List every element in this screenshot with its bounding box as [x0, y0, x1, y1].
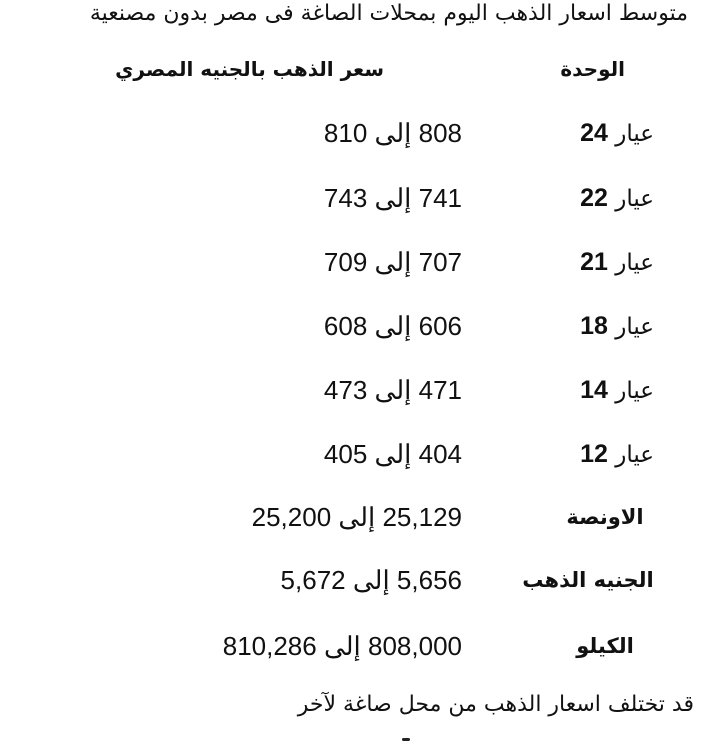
table-row	[0, 560, 720, 600]
unit-word: عيار	[615, 186, 654, 212]
column-header-price: سعر الذهب بالجنيه المصري	[115, 57, 384, 81]
price-separator: إلى	[374, 247, 412, 277]
unit-number: 22	[580, 184, 608, 212]
unit-word: عيار	[615, 378, 654, 404]
unit-cell: الاونصة	[566, 505, 644, 529]
price-high: 25,200	[251, 502, 332, 532]
unit-cell	[454, 178, 654, 219]
price-high: 810	[323, 118, 368, 148]
price-high: 608	[323, 311, 368, 341]
table-row	[0, 178, 720, 218]
price-low: 808	[418, 118, 462, 148]
price-separator: إلى	[374, 183, 412, 213]
price-low: 25,129	[382, 502, 462, 532]
price-separator: إلى	[352, 565, 390, 595]
price-cell	[2, 560, 462, 600]
price-low: 808,000	[368, 631, 462, 661]
price-high: 473	[323, 375, 368, 405]
price-cell	[2, 306, 462, 346]
price-separator: إلى	[374, 118, 412, 148]
unit-word: عيار	[615, 314, 654, 340]
unit-cell	[454, 242, 654, 283]
price-high: 405	[323, 439, 368, 469]
price-separator: إلى	[338, 502, 376, 532]
price-high: 810,286	[222, 631, 317, 661]
page-title: متوسط اسعار الذهب اليوم بمحلات الصاغة فى مصر بدون مصنعية	[89, 1, 688, 26]
price-separator: إلى	[374, 375, 412, 405]
price-cell	[2, 626, 462, 666]
unit-cell: الجنيه الذهب	[522, 568, 654, 592]
table-row	[0, 370, 720, 410]
unit-word: عيار	[615, 442, 654, 468]
unit-word: عيار	[615, 121, 654, 147]
price-high: 743	[323, 183, 368, 213]
unit-cell	[454, 306, 654, 347]
unit-cell	[454, 113, 654, 154]
unit-cell: الكيلو	[576, 634, 634, 658]
price-cell	[2, 113, 462, 153]
price-cell	[2, 242, 462, 282]
price-cell	[2, 370, 462, 410]
price-separator: إلى	[374, 439, 412, 469]
unit-number: 14	[580, 376, 608, 404]
price-cell	[2, 178, 462, 218]
table-row	[0, 113, 720, 153]
price-low: 5,656	[396, 565, 462, 595]
price-separator: إلى	[323, 631, 361, 661]
table-row	[0, 497, 720, 537]
price-low: 471	[418, 375, 462, 405]
unit-number: 18	[580, 312, 608, 340]
price-high: 709	[323, 247, 368, 277]
unit-cell	[454, 434, 654, 475]
unit-word: عيار	[615, 250, 654, 276]
unit-number: 12	[580, 440, 608, 468]
price-low: 606	[418, 311, 462, 341]
price-cell	[2, 497, 462, 537]
price-low: 404	[418, 439, 462, 469]
footer-note: قد تختلف اسعار الذهب من محل صاغة لآخر	[297, 692, 694, 717]
table-row	[0, 434, 720, 474]
table-row	[0, 242, 720, 282]
price-separator: إلى	[374, 311, 412, 341]
table-row	[0, 306, 720, 346]
price-cell	[2, 434, 462, 474]
unit-number: 24	[580, 119, 608, 147]
column-header-unit: الوحدة	[560, 57, 625, 81]
price-low: 707	[418, 247, 462, 277]
cut-off-text-fragment	[402, 738, 410, 741]
price-high: 5,672	[280, 565, 346, 595]
table-row	[0, 626, 720, 666]
unit-number: 21	[580, 248, 608, 276]
price-low: 741	[418, 183, 462, 213]
unit-cell	[454, 370, 654, 411]
